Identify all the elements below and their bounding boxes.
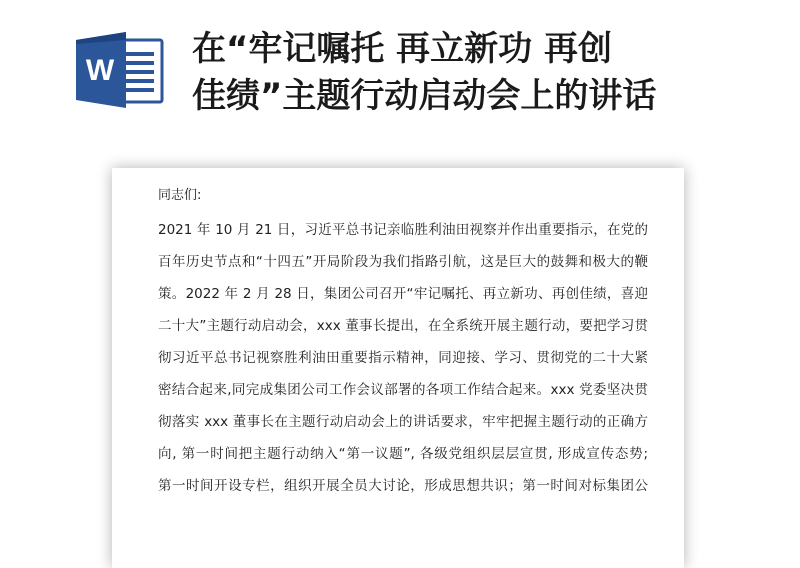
word-document-icon — [76, 30, 166, 110]
body-line: 密结合起来,同完成集团公司工作会议部署的各项工作结合起来。xxx 党委坚决贯 — [158, 382, 648, 398]
body-line: 百年历史节点和“十四五”开局阶段为我们指路引航，这是巨大的鼓舞和极大的鞭 — [158, 254, 648, 270]
body-line: 第一时间开设专栏，组织开展全员大讨论，形成思想共识；第一时间对标集团公 — [158, 478, 648, 494]
document-title — [192, 26, 752, 120]
body-line: 二十大”主题行动启动会，xxx 董事长提出，在全系统开展主题行动，要把学习贯 — [158, 318, 648, 334]
svg-text:W: W — [85, 54, 115, 87]
greeting: 同志们: — [158, 188, 202, 203]
title-line-1: 在“牢记嘱托 再立新功 再创 — [192, 29, 613, 69]
body-line: 向, 第一时间把主题行动纳入“第一议题”, 各级党组织层层宣贯, 形成宣传态势; — [158, 446, 648, 462]
header — [0, 0, 800, 150]
document-body — [158, 218, 648, 506]
document-page — [112, 168, 684, 568]
body-line: 彻习近平总书记视察胜利油田重要指示精神，同迎接、学习、贯彻党的二十大紧 — [158, 350, 648, 366]
body-line: 2021 年 10 月 21 日，习近平总书记亲临胜利油田视察并作出重要指示，在党的 — [158, 222, 648, 238]
body-line: 彻落实 xxx 董事长在主题行动启动会上的讲话要求，牢牢把握主题行动的正确方 — [158, 414, 648, 430]
title-line-2: 佳绩”主题行动启动会上的讲话 — [192, 76, 657, 116]
body-line: 策。2022 年 2 月 28 日，集团公司召开“牢记嘱托、再立新功、再创佳绩，喜迎 — [158, 286, 648, 302]
